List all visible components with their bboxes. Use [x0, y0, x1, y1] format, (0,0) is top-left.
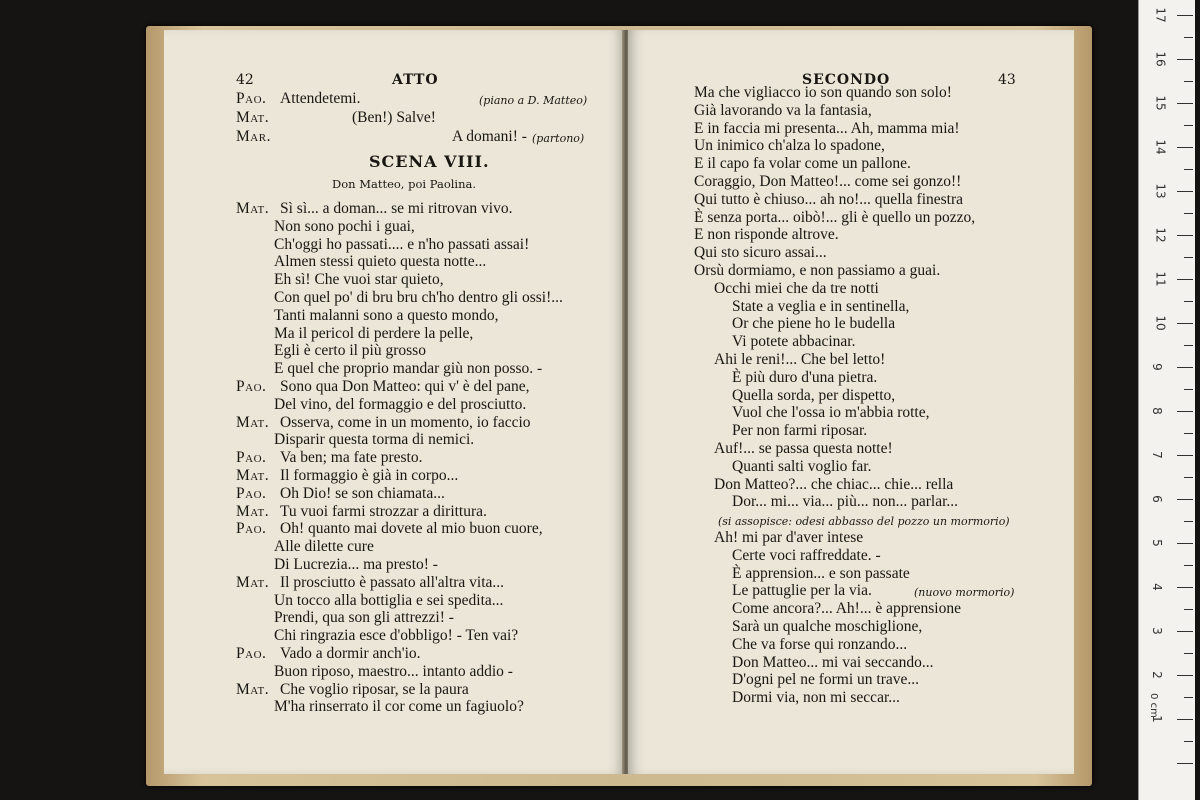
verse-line: Del vino, del formaggio e del prosciutto. [274, 395, 527, 413]
right-running-head: SECONDO [802, 72, 891, 88]
ruler-label: 10 [1153, 315, 1168, 331]
verse-line: Vuol che l'ossa io m'abbia rotte, [732, 404, 930, 422]
ruler-tick [1177, 147, 1193, 148]
verse-line: Il formaggio è già in corpo... [280, 467, 459, 484]
ruler-tick [1177, 367, 1193, 368]
ruler-tick [1177, 587, 1193, 588]
ruler-tick [1184, 125, 1193, 126]
ruler-label: 5 [1149, 539, 1164, 547]
ruler-tick [1177, 455, 1193, 456]
verse-line: Prendi, qua son gli attrezzi! - [274, 609, 454, 627]
ruler-label: 6 [1149, 495, 1164, 503]
ruler-tick [1184, 389, 1193, 390]
left-page-number: 42 [236, 72, 254, 88]
verse-line: E quel che proprio mandar giù non posso. - [274, 360, 543, 378]
ruler-tick [1184, 609, 1193, 610]
verse-line: Oh Dio! se son chiamata... [280, 484, 445, 502]
ruler-tick [1177, 631, 1193, 632]
ruler-label: 11 [1153, 271, 1168, 287]
stage-direction: (partono) [532, 132, 585, 145]
speaker-label: Pao. [236, 520, 267, 538]
left-running-head: ATTO [392, 72, 439, 88]
speaker-label: Mat. [236, 413, 270, 431]
verse-line: Occhi miei che da tre notti [714, 279, 879, 297]
verse-line: Sono qua Don Matteo: qui v' è del pane, [280, 378, 530, 395]
speaker-label: Mat. [236, 680, 270, 698]
ruler-tick [1177, 543, 1193, 544]
verse-line: Ma che vigliacco io son quando son solo! [694, 84, 952, 101]
ruler-tick [1184, 477, 1193, 478]
speaker-label: Mat. [236, 502, 270, 520]
ruler-label: 15 [1153, 95, 1168, 111]
ruler-label: 7 [1149, 451, 1164, 459]
left-page [164, 30, 624, 774]
verse-line: Buon riposo, maestro... intanto addio - [274, 662, 513, 680]
verse-line: Attendetemi. [280, 90, 361, 107]
verse-line: Don Matteo... mi vai seccando... [732, 653, 934, 671]
ruler-label: 9 [1149, 363, 1164, 371]
ruler-tick [1184, 257, 1193, 258]
ruler-tick [1177, 103, 1193, 104]
verse-line: Sì sì... a doman... se mi ritrovan vivo. [280, 200, 513, 217]
verse-line: Un inimico ch'alza lo spadone, [694, 137, 885, 155]
speaker-label: Pao. [236, 645, 267, 662]
ruler-tick [1184, 345, 1193, 346]
ruler-tick [1184, 81, 1193, 82]
verse-line: Che va forse qui ronzando... [732, 635, 908, 653]
verse-line: È senza porta... oibò!... gli è quello un pozzo, [694, 208, 976, 226]
scene-title: SCENA VIII. [369, 152, 490, 171]
verse-line: Don Matteo?... che chiac... chie... rella [714, 475, 954, 493]
ruler-label: 16 [1153, 51, 1168, 67]
ruler-tick [1184, 213, 1193, 214]
verse-line: Oh! quanto mai dovete al mio buon cuore, [280, 520, 543, 538]
verse-line: Alle dilette cure [274, 538, 374, 556]
verse-line: Osserva, come in un momento, io faccio [280, 413, 531, 431]
ruler-tick [1184, 741, 1193, 742]
verse-line: Eh sì! Che vuoi star quieto, [274, 271, 444, 289]
ruler-tick [1184, 653, 1193, 654]
verse-line: Il prosciutto è passato all'altra vita... [280, 573, 505, 591]
verse-line: Quella sorda, per dispetto, [732, 386, 896, 404]
verse-line: Quanti salti voglio far. [732, 457, 872, 475]
ruler-tick [1177, 191, 1193, 192]
verse-line: È più duro d'una pietra. [732, 368, 878, 386]
speaker-label: Pao. [236, 484, 267, 502]
speaker-label: Mat. [236, 109, 270, 126]
measuring-ruler [1138, 0, 1195, 800]
verse-line: Or che piene ho le budella [732, 315, 896, 333]
verse-line: Come ancora?... Ah!... è apprensione [732, 600, 961, 618]
right-page-number: 43 [998, 72, 1016, 88]
ruler-tick [1184, 565, 1193, 566]
ruler-tick [1177, 675, 1193, 676]
verse-line: A domani! - [452, 128, 527, 145]
verse-line: Vado a dormir anch'io. [280, 645, 421, 662]
verse-line: M'ha rinserrato il cor come un fagiuolo? [274, 698, 524, 716]
speaker-label: Mat. [236, 200, 270, 217]
verse-line: Ahi le reni!... Che bel letto! [714, 351, 886, 368]
verse-line: Qui tutto è chiuso... ah no!... quella finestra [694, 190, 964, 208]
ruler-label: 13 [1153, 183, 1168, 199]
verse-line: Le pattuglie per la via. [732, 582, 872, 600]
speaker-label: Pao. [236, 90, 267, 107]
verse-line: Coraggio, Don Matteo!... come sei gonzo!! [694, 173, 962, 190]
verse-line: E in faccia mi presenta... Ah, mamma mia! [694, 119, 960, 137]
ruler-tick [1177, 499, 1193, 500]
verse-line: E non risponde altrove. [694, 226, 839, 244]
stage-direction: (nuovo mormorio) [914, 586, 1015, 600]
verse-line: Ch'oggi ho passati.... e n'ho passati assai! [274, 235, 530, 253]
ruler-tick [1177, 763, 1193, 764]
verse-line: Dor... mi... via... più... non... parlar... [732, 493, 959, 511]
verse-line: Certe voci raffreddate. - [732, 546, 881, 564]
verse-line: Qui sto sicuro assai... [694, 244, 827, 262]
verse-line: Ma il pericol di perdere la pelle, [274, 324, 474, 342]
speaker-label: Mat. [236, 467, 270, 484]
verse-line: Vi potete abbacinar. [732, 333, 856, 351]
verse-line: Con quel po' di bru bru ch'ho dentro gli ossi!... [274, 289, 563, 306]
verse-line: Orsù dormiamo, e non passiamo a guai. [694, 262, 941, 279]
ruler-tick [1177, 719, 1193, 720]
right-page [628, 30, 1074, 774]
verse-line: E il capo fa volar come un pallone. [694, 155, 911, 173]
ruler-tick [1177, 59, 1193, 60]
verse-line: Auf!... se passa questa notte! [714, 440, 893, 457]
verse-line: Ah! mi par d'aver intese [714, 529, 864, 546]
ruler-tick [1184, 37, 1193, 38]
ruler-label: 8 [1149, 407, 1164, 415]
verse-line: State a veglia e in sentinella, [732, 297, 910, 315]
ruler-tick [1177, 323, 1193, 324]
ruler-label: 2 [1149, 671, 1164, 679]
verse-line: Almen stessi quieto questa notte... [274, 253, 487, 271]
ruler-tick [1184, 697, 1193, 698]
ruler-label: 4 [1149, 583, 1164, 591]
verse-line: Disparir questa torma di nemici. [274, 431, 475, 449]
verse-line: Per non farmi riposar. [732, 422, 868, 440]
stage-direction: (si assopisce: odesi abbasso del pozzo un mormorio) [718, 515, 1010, 529]
stage-direction: (piano a D. Matteo) [479, 94, 588, 107]
ruler-label: 17 [1153, 7, 1168, 23]
verse-line: Che voglio riposar, se la paura [280, 680, 469, 698]
speaker-label: Pao. [236, 449, 267, 467]
verse-line: Egli è certo il più grosso [274, 342, 426, 360]
verse-line: Dormi via, non mi seccar... [732, 689, 900, 707]
verse-line: D'ogni pel ne formi un trave... [732, 671, 920, 689]
ruler-label: 12 [1153, 227, 1168, 243]
ruler-tick [1184, 433, 1193, 434]
speaker-label: Pao. [236, 378, 267, 395]
verse-line: Un tocco alla bottiglia e sei spedita... [274, 591, 504, 609]
verse-line: Tanti malanni sono a questo mondo, [274, 306, 499, 324]
ruler-label: 14 [1153, 139, 1168, 155]
verse-line: (Ben!) Salve! [352, 109, 436, 126]
verse-line: Chi ringrazia esce d'obbligo! - Ten vai? [274, 627, 519, 645]
ruler-tick [1184, 521, 1193, 522]
ruler-unit: 0 cm [1147, 693, 1159, 718]
verse-line: Tu vuoi farmi strozzar a dirittura. [280, 502, 487, 520]
ruler-tick [1184, 169, 1193, 170]
scene-subtitle: Don Matteo, poi Paolina. [332, 177, 477, 191]
ruler-tick [1177, 235, 1193, 236]
verse-line: Va ben; ma fate presto. [280, 449, 423, 467]
verse-line: Non sono pochi i guai, [274, 217, 415, 235]
ruler-label: 3 [1149, 627, 1164, 635]
verse-line: Sarà un qualche moschiglione, [732, 618, 923, 635]
ruler-tick [1184, 301, 1193, 302]
ruler-label: 1 [1149, 715, 1164, 723]
verse-line: Già lavorando va la fantasia, [694, 101, 872, 119]
speaker-label: Mar. [236, 128, 271, 145]
speaker-label: Mat. [236, 573, 270, 591]
verse-line: Di Lucrezia... ma presto! - [274, 556, 438, 573]
ruler-tick [1177, 15, 1193, 16]
verse-line: È apprension... e son passate [732, 564, 910, 582]
ruler-tick [1177, 411, 1193, 412]
ruler-tick [1177, 279, 1193, 280]
